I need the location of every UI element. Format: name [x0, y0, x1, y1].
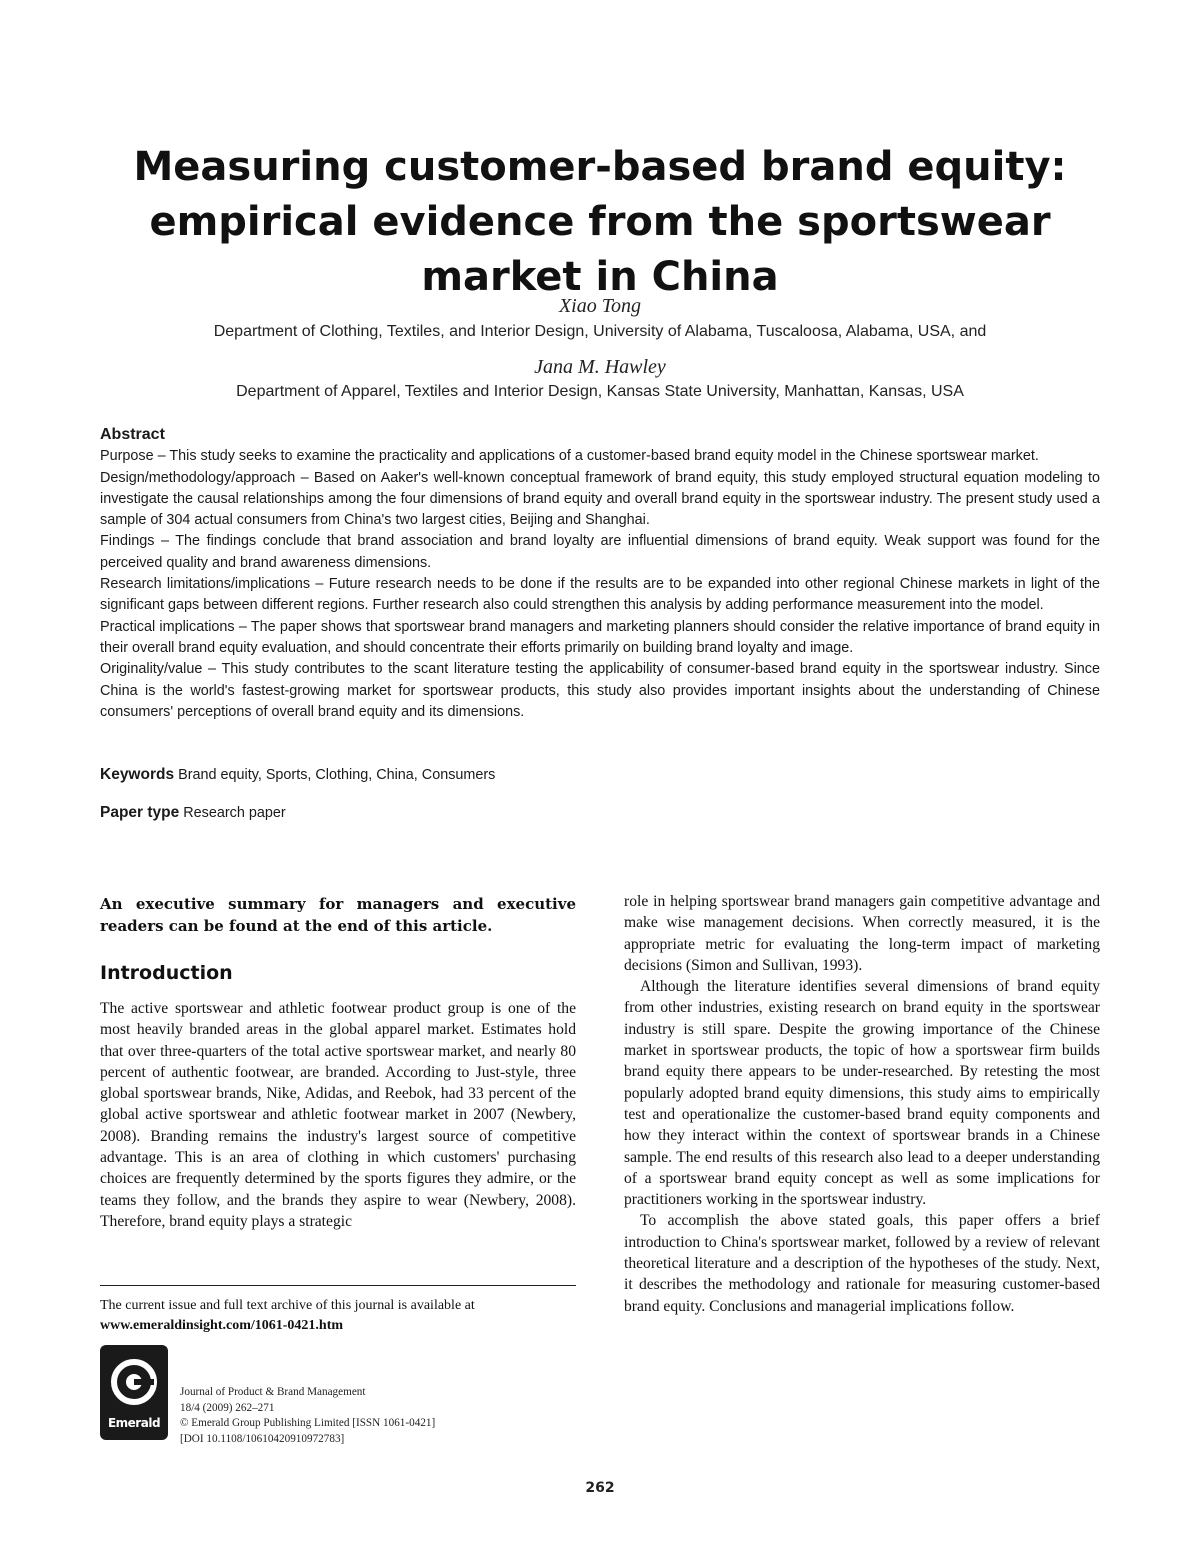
body-paragraph: role in helping sportswear brand managers gain competitive advantage and make wise management decisions. When correctly measured, it is the appropriate metric for evaluating the long-term impact of marketing decisions (Simon and Sullivan, 1993).: [624, 893, 1100, 974]
paper-type-value: Research paper: [183, 805, 286, 821]
emerald-logo: [100, 1345, 168, 1440]
abstract-label: Research limitations/implications: [100, 576, 311, 593]
author-name: Xiao Tong: [558, 295, 642, 317]
abstract-section: [100, 574, 1100, 617]
abstract-label: Practical implications: [100, 618, 235, 635]
abstract-label: Design/methodology/approach: [100, 469, 296, 486]
title-line: Measuring customer-based brand equity:: [133, 144, 1067, 190]
abstract-text: – This study contributes to the scant literature testing the applicability of consumer-based brand equity in the sportswear industry. Since China is the world's fastest-growing market for sportswear products, this study also provides important insights about the understanding of Chinese consumers' perceptions of overall brand equity and its dimensions.: [100, 661, 1100, 720]
abstract-text: – The findings conclude that brand association and brand loyalty are influential dimensions of brand equity. Weak support was found for the perceived quality and brand awareness dimensions.: [100, 533, 1100, 571]
archive-text: The current issue and full text archive of this journal is available at: [100, 1298, 475, 1313]
author-name: Jana M. Hawley: [534, 356, 666, 378]
archive-url: www.emeraldinsight.com/1061-0421.htm: [100, 1318, 344, 1333]
abstract-text: – Based on Aaker's well-known conceptual framework of brand equity, this study employed structural equation modeling to investigate the causal relationships among the four dimensions of brand equity and overall brand equity in the sportswear industry. The present study used a sample of 304 actual consumers from China's two largest cities, Beijing and Shanghai.: [100, 469, 1100, 529]
emerald-e-icon: [109, 1357, 159, 1407]
abstract-section: [100, 531, 1100, 574]
body-paragraph: Although the literature identifies several dimensions of brand equity from other industries, existing research on brand equity in the sportswear industry is still spare. Despite the growing importance of the Chinese market in sportswear products, the topic of how a sportswear firm builds brand equity there appears to be under-researched. By retesting the most popularly adopted brand equity dimensions, this study aims to empirically test and operationalize the customer-based brand equity components and how they interact within the context of sportswear brands in a Chinese sample. The end results of this research also lead to a deeper understanding of a sportswear brand equity concept as well as some implications for practitioners working in the sportswear industry.: [624, 978, 1100, 1209]
section-heading: Introduction: [100, 962, 233, 984]
abstract-text: – Future research needs to be done if the results are to be expanded into other regional Chinese markets in light of the significant gaps between different regions. Further research also could strengthen this analysis by adding performance measurement into the model.: [100, 576, 1100, 614]
abstract-section: [100, 446, 1100, 467]
abstract-heading: Abstract: [100, 426, 165, 443]
abstract-label: Findings: [100, 533, 155, 550]
body-paragraph: The active sportswear and athletic footwear product group is one of the most heavily branded areas in the global apparel market. Estimates hold that over three-quarters of the total active sportswear market, and nearly 80 percent of authentic footwear, are branded. According to Just-style, three global sportswear brands, Nike, Adidas, and Reebok, had 33 percent of the global active sportswear and athletic footwear market in 2007 (Newbery, 2008). Branding remains the industry's largest source of competitive advantage. This is an area of clothing in which customers' purchasing choices are frequently determined by the sports figures they admire, or the teams they follow, and the brands they aspire to wear (Newbery, 2008). Therefore, brand equity plays a strategic: [100, 1000, 576, 1230]
abstract-section: [100, 468, 1100, 532]
paper-type-label: Paper type: [100, 804, 180, 821]
abstract-text: – This study seeks to examine the practicality and applications of a customer-based brand equity model in the Chinese sportswear market.: [153, 448, 1039, 465]
journal-line: © Emerald Group Publishing Limited [ISSN 1061-0421]: [180, 1417, 436, 1429]
journal-line: [DOI 10.1108/10610420910972783]: [180, 1432, 345, 1445]
title-line: market in China: [421, 254, 779, 300]
abstract-section: [100, 659, 1100, 723]
abstract: [100, 424, 1100, 723]
footnote-rule: [100, 1285, 576, 1286]
abstract-label: Originality/value: [100, 661, 203, 678]
journal-line: 18/4 (2009) 262–271: [180, 1401, 275, 1414]
title-line: empirical evidence from the sportswear: [149, 199, 1051, 245]
archive-note: [100, 1296, 576, 1336]
abstract-text: – The paper shows that sportswear brand managers and marketing planners should consider the relative importance of brand equity in their overall brand equity evaluation, and should concentrate their efforts primarily on building brand loyalty and image.: [100, 618, 1101, 656]
paper-type: [100, 804, 1100, 822]
left-column: [100, 998, 576, 1232]
right-column: [624, 891, 1100, 1317]
abstract-section: [100, 617, 1100, 660]
paper-title: [100, 140, 1100, 305]
keywords-label: Keywords: [100, 766, 175, 783]
keywords-value: Brand equity, Sports, Clothing, China, Consumers: [178, 767, 496, 783]
journal-line: Journal of Product & Brand Management: [180, 1386, 366, 1398]
author-affiliation: Department of Apparel, Textiles and Interior Design, Kansas State University, Manhattan, Kansas, USA: [236, 383, 964, 400]
logo-wordmark: Emerald: [107, 1416, 161, 1430]
author-affiliation: Department of Clothing, Textiles, and Interior Design, University of Alabama, Tuscaloosa, Alabama, USA, and: [213, 323, 987, 340]
executive-summary-note: An executive summary for managers and executive readers can be found at the end of this article.: [100, 895, 576, 935]
body-paragraph: To accomplish the above stated goals, this paper offers a brief introduction to China's sportswear market, followed by a review of relevant theoretical literature and a description of the hypotheses of the study. Next, it describes the methodology and rationale for measuring customer-based brand equity. Conclusions and managerial implications follow.: [624, 1212, 1100, 1315]
journal-info: [180, 1385, 560, 1447]
page-number: 262: [585, 1480, 615, 1496]
keywords: [100, 766, 1100, 784]
abstract-label: Purpose: [100, 448, 154, 465]
